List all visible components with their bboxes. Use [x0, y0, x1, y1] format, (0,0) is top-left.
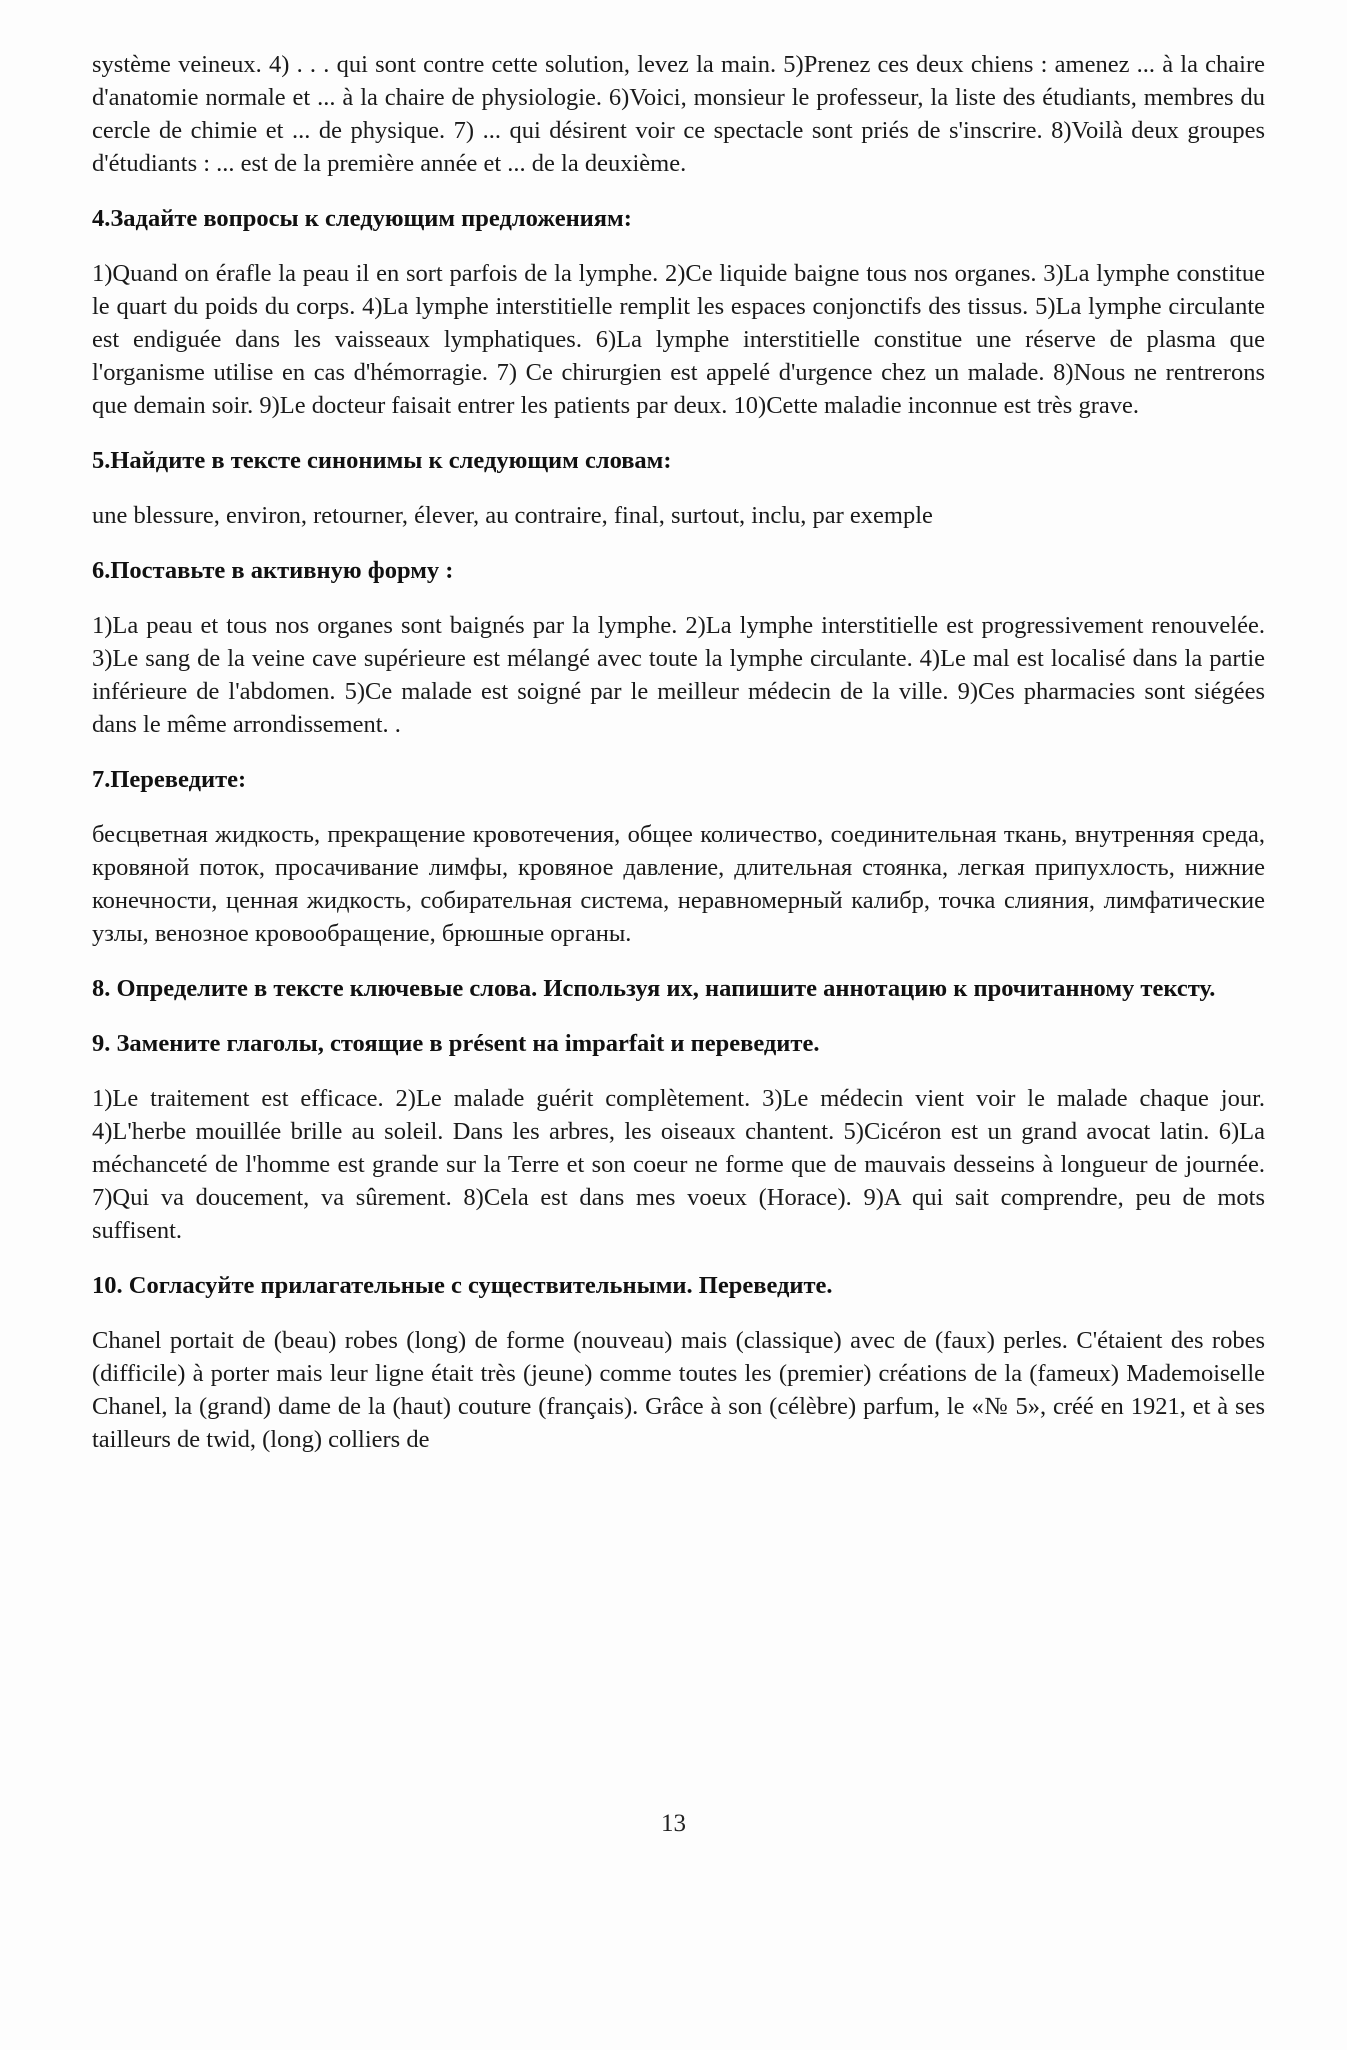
page-number: 13: [661, 1810, 686, 1837]
paragraph-continuation: système veineux. 4) . . . qui sont contre cette solution, levez la main. 5)Prenez ces deux chiens : amenez ... à la chaire d'anatomie normale et ... à la chaire de physiologie. 6)Voici, monsieur le professeur, la liste des étudiants, membres du cercle de chimie et ... de physique. 7) ... qui désirent voir ce spectacle sont priés de s'inscrire. 8)Voilà deux groupes d'étudiants : ... est de la première année et ... de la deuxième.: [92, 51, 1265, 177]
exercise-6-text: 1)La peau et tous nos organes sont baignés par la lymphe. 2)La lymphe interstitielle est progressivement renouvelée. 3)Le sang de la veine cave supérieure est mélangé avec toute la lymphe circulante. 4)Le mal est localisé dans la partie inférieure de l'abdomen. 5)Ce malade est soigné par le meilleur médecin de la ville. 9)Ces pharmacies sont siégées dans le même arrondissement. .: [92, 612, 1265, 738]
exercise-5-heading: 5.Найдите в тексте синонимы к следующим словам:: [92, 447, 672, 474]
exercise-6-heading: 6.Поставьте в активную форму :: [92, 557, 454, 584]
exercise-8-heading: 8. Определите в тексте ключевые слова. Используя их, напишите аннотацию к прочитанному тексту.: [92, 975, 1216, 1002]
exercise-9-heading: 9. Замените глаголы, стоящие в présent на imparfait и переведите.: [92, 1030, 820, 1057]
exercise-10-text: Chanel portait de (beau) robes (long) de forme (nouveau) mais (classique) avec de (faux) perles. C'étaient des robes (difficile) à porter mais leur ligne était très (jeune) comme toutes les (premier) créations de la (fameux) Mademoiselle Chanel, la (grand) dame de la (haut) couture (français). Grâce à son (célèbre) parfum, le «№ 5», créé en 1921, et à ses tailleurs de twid, (long) colliers de: [92, 1327, 1265, 1453]
exercise-4-text: 1)Quand on érafle la peau il en sort parfois de la lymphe. 2)Ce liquide baigne tous nos organes. 3)La lymphe constitue le quart du poids du corps. 4)La lymphe interstitielle remplit les espaces conjonctifs des tissus. 5)La lymphe circulante est endiguée dans les vaisseaux lymphatiques. 6)La lymphe interstitielle constitue une réserve de plasma que l'organisme utilise en cas d'hémorragie. 7) Ce chirurgien est appelé d'urgence chez un malade. 8)Nous ne rentrerons que demain soir. 9)Le docteur faisait entrer les patients par deux. 10)Cette maladie inconnue est très grave.: [92, 260, 1265, 419]
exercise-10-heading: 10. Согласуйте прилагательные с существительными. Переведите.: [92, 1272, 833, 1299]
page-content: [92, 48, 1265, 1478]
exercise-7-text: бесцветная жидкость, прекращение кровотечения, общее количество, соединительная ткань, внутренняя среда, кровяной поток, просачивание лимфы, кровяное давление, длительная стоянка, легкая припухлость, нижние конечности, ценная жидкость, собирательная система, неравномерный калибр, точка слияния, лимфатические узлы, венозное кровообращение, брюшные органы.: [92, 821, 1265, 947]
exercise-5-text: une blessure, environ, retourner, élever, au contraire, final, surtout, inclu, par exemple: [92, 502, 933, 529]
exercise-7-heading: 7.Переведите:: [92, 766, 247, 793]
exercise-4-heading: 4.Задайте вопросы к следующим предложениям:: [92, 205, 632, 232]
exercise-9-text: 1)Le traitement est efficace. 2)Le malade guérit complètement. 3)Le médecin vient voir le malade chaque jour. 4)L'herbe mouillée brille au soleil. Dans les arbres, les oiseaux chantent. 5)Cicéron est un grand avocat latin. 6)La méchanceté de l'homme est grande sur la Terre et son coeur ne forme que de mauvais desseins à longueur de journée. 7)Qui va doucement, va sûrement. 8)Cela est dans mes voeux (Horace). 9)A qui sait comprendre, peu de mots suffisent.: [92, 1085, 1265, 1244]
